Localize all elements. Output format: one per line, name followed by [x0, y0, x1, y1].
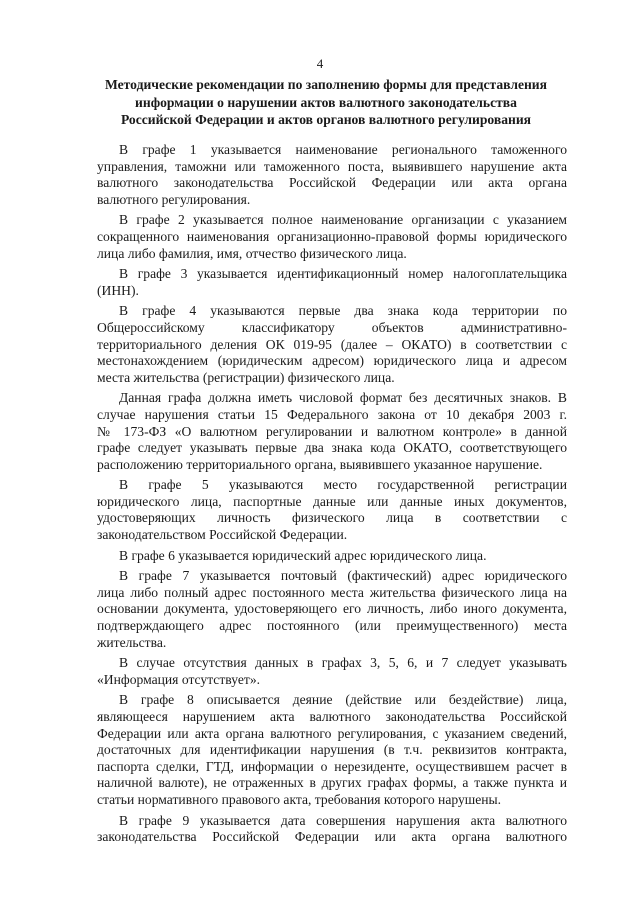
text-line: В графе 5 указываются место государственной регистрации [119, 477, 567, 493]
paragraph [97, 548, 567, 565]
text-line: В графе 7 указывается почтовый (фактический) адрес юридического [119, 568, 567, 584]
text-line: основании документа, удостоверяющего его личность, либо иного документа, [97, 601, 567, 617]
text-line: сокращенного наименования организационно-правовой формы юридического [97, 228, 567, 244]
text-line: Данная графа должна иметь числовой формат без десятичных знаков. В [119, 390, 567, 406]
text-line: законодательства Российской Федерации или акта органа валютного [97, 829, 567, 845]
text-line: законодательством Российской Федерации. [97, 527, 348, 543]
text-line: статьи нормативного правового акта, требования которого нарушены. [97, 791, 502, 807]
text-line: лица либо полный адрес постоянного места жительства физического лица на [97, 584, 567, 600]
paragraph [97, 655, 567, 688]
text-line: паспорта сделки, ГТД, информации о нерезиденте, осуществившем расчет в [97, 758, 567, 774]
body-text [97, 142, 567, 850]
text-line: «Информация отсутствует». [97, 671, 261, 687]
text-line: В графе 8 описывается деяние (действие или бездействие) лица, [119, 692, 567, 708]
text-line: № 173-ФЗ «О валютном регулировании и валютном контроле» в данной [97, 423, 567, 439]
text-line: расположению территориального органа, выявившего указанное нарушение. [97, 456, 543, 472]
text-line: В графе 6 указывается юридический адрес юридического лица. [119, 547, 487, 563]
text-line: жительства. [97, 634, 167, 650]
text-line: В случае отсутствия данных в графах 3, 5, 6, и 7 следует указывать [119, 655, 567, 671]
text-line: наличной валюте), не отраженных в других графах формы, а также пункта и [97, 775, 567, 791]
title-line: Методические рекомендации по заполнению формы для представления [105, 77, 547, 92]
text-line: валютного регулирования. [97, 191, 251, 207]
text-line: подтверждающего адрес постоянного (или преимущественного) места [97, 618, 567, 634]
text-line: являющееся нарушением акта валютного законодательства Российской [97, 709, 567, 724]
paragraph [97, 390, 567, 473]
text-line: местонахождением (юридическим адресом) юридического лица и адресом [97, 353, 567, 369]
paragraph [97, 303, 567, 386]
paragraph [97, 477, 567, 543]
text-line: юридического лица, паспортные данные или данные иных документов, [97, 493, 567, 509]
text-line: управления, таможни или таможенного поста, выявившего нарушение акта [97, 158, 567, 174]
text-line: В графе 1 указывается наименование регионального таможенного [119, 142, 567, 157]
text-line: места жительства (регистрации) физического лица. [97, 369, 395, 385]
text-line: удостоверяющих личность физического лица в соответствии с [97, 510, 567, 526]
text-line: достаточных для идентификации нарушения (в т.ч. реквизитов контракта, [97, 742, 567, 758]
text-line: В графе 2 указывается полное наименование организации с указанием [119, 212, 567, 228]
title-line: Российской Федерации и актов органов валютного регулирования [120, 112, 532, 128]
text-line: случае нарушения статьи 15 Федерального закона от 10 декабря 2003 г. [97, 406, 567, 422]
page-number: 4 [316, 56, 324, 71]
paragraph [97, 692, 567, 808]
text-line: валютного законодательства Российской Федерации или акта органа [97, 175, 567, 191]
text-line: В графе 3 указывается идентификационный номер налогоплательщика [119, 266, 567, 282]
text-line: территориального деления ОК 019-95 (далее – ОКАТО) в соответствии с [97, 336, 567, 352]
text-line: В графе 4 указываются первые два знака кода территории по [119, 303, 567, 319]
paragraph [97, 212, 567, 262]
text-line: графе следует указывать первые два знака кода ОКАТО, соответствующего [97, 440, 567, 456]
text-line: (ИНН). [97, 282, 139, 298]
text-line: Федерации или акта органа валютного регулирования, с указанием сведений, [97, 725, 567, 741]
paragraph [97, 813, 567, 846]
text-line: лица либо фамилия, имя, отчество физического лица. [97, 245, 407, 261]
paragraph [97, 142, 567, 208]
document-title [96, 76, 556, 129]
text-line: В графе 9 указывается дата совершения нарушения акта валютного [119, 812, 567, 828]
text-line: Общероссийскому классификатору объектов административно- [97, 319, 567, 335]
title-line: информации о нарушении актов валютного законодательства [135, 94, 517, 110]
paragraph [97, 266, 567, 299]
paragraph [97, 568, 567, 651]
